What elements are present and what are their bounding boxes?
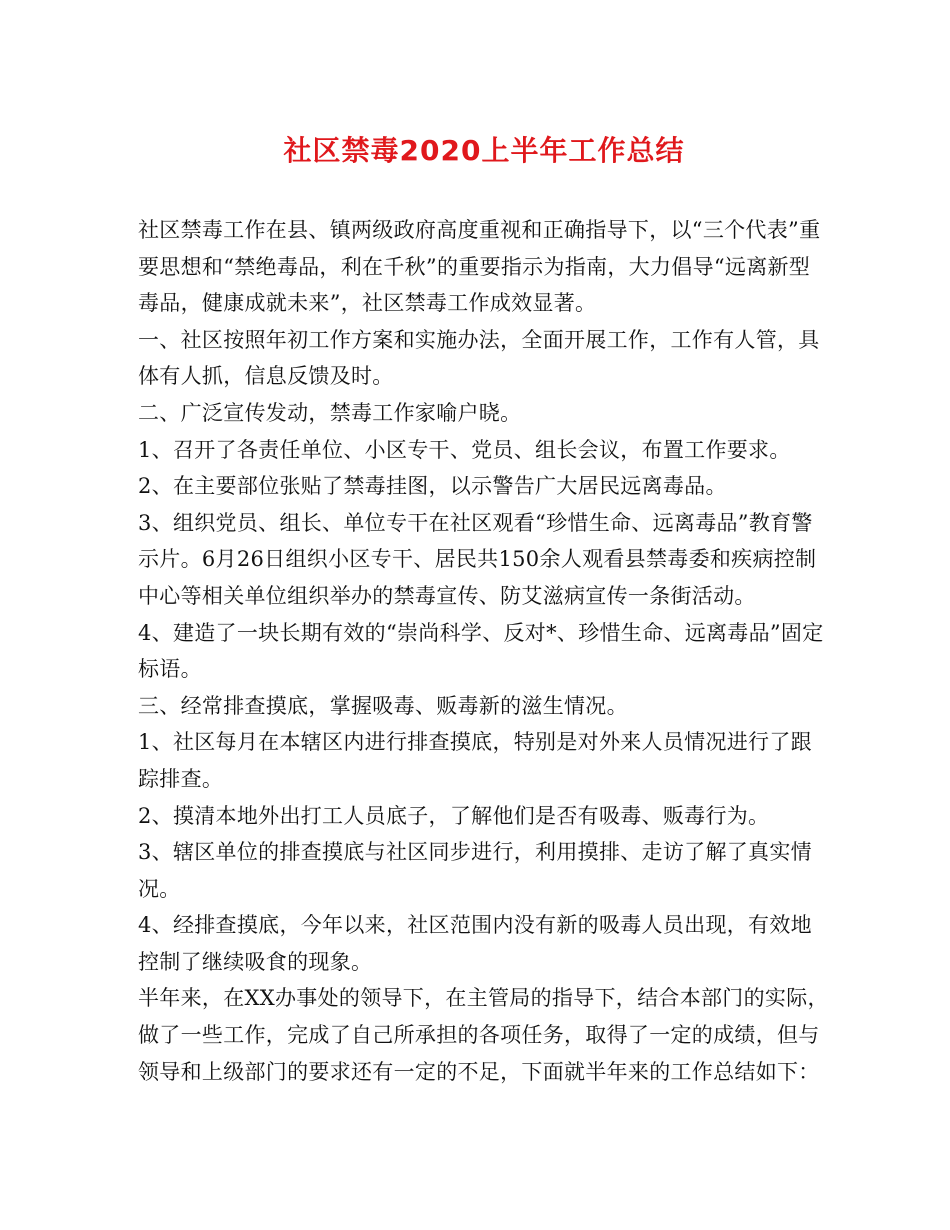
- paragraph: 二、广泛宣传发动，禁毒工作家喻户晓。: [138, 400, 522, 425]
- paragraph: 1、社区每月在本辖区内进行排查摸底，特别是对外来人员情况进行了跟踪排查。: [138, 730, 812, 791]
- document-body: [138, 212, 830, 1090]
- paragraph: 社区禁毒工作在县、镇两级政府高度重视和正确指导下，以“三个代表”重要思想和“禁绝毒品，利在千秋”的重要指示为指南，大力倡导“远离新型毒品，健康成就未来”，社区禁毒工作成效显著。: [138, 218, 821, 316]
- paragraph: 2、摸清本地外出打工人员底子，了解他们是否有吸毒、贩毒行为。: [138, 803, 770, 828]
- document-title: 社区禁毒2020上半年工作总结: [283, 134, 685, 167]
- paragraph: 一、社区按照年初工作方案和实施办法，全面开展工作，工作有人管，具体有人抓，信息反馈及时。: [138, 327, 820, 389]
- paragraph: 4、建造了一块长期有效的“崇尚科学、反对*、珍惜生命、远离毒品”固定标语。: [138, 620, 824, 682]
- paragraph: 三、经常排查摸底，掌握吸毒、贩毒新的滋生情况。: [138, 693, 628, 718]
- paragraph: 4、经排查摸底，今年以来，社区范围内没有新的吸毒人员出现，有效地控制了继续吸食的现象。: [138, 913, 812, 974]
- paragraph: 3、组织党员、组长、单位专干在社区观看“珍惜生命、远离毒品”教育警示片。6月26日组织小区专干、居民共150余人观看县禁毒委和疾病控制中心等相关单位组织举办的禁毒宣传、防艾滋病宣传一条街活动。: [138, 510, 817, 608]
- paragraph: 2、在主要部位张贴了禁毒挂图，以示警告广大居民远离毒品。: [138, 474, 727, 499]
- paragraph: 半年来，在XX办事处的领导下，在主管局的指导下，结合本部门的实际，做了一些工作，完成了自己所承担的各项任务，取得了一定的成绩，但与领导和上级部门的要求还有一定的不足，下面就半年来的工作总结如下：: [138, 986, 829, 1084]
- paragraph: 3、辖区单位的排查摸底与社区同步进行，利用摸排、走访了解了真实情况。: [138, 840, 812, 901]
- paragraph: 1、召开了各责任单位、小区专干、党员、组长会议，布置工作要求。: [138, 437, 791, 462]
